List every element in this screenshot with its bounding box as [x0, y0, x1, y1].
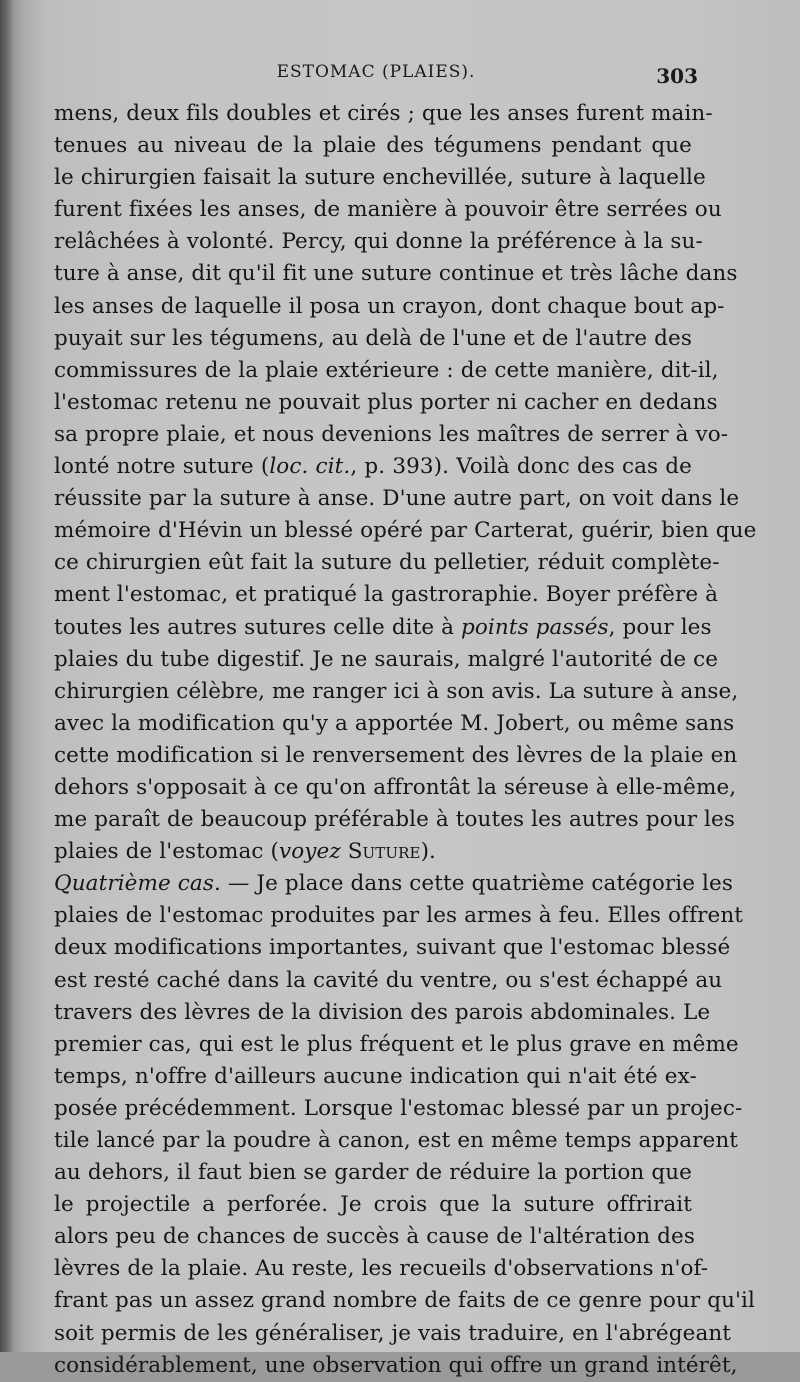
text-line: premier cas, qui est le plus fréquent et le plus grave en même — [54, 1031, 739, 1057]
text-line: deux modifications importantes, suivant que l'estomac blessé — [54, 935, 731, 961]
text-line: furent fixées les anses, de manière à pouvoir être serrées ou — [54, 197, 722, 223]
running-head — [56, 62, 696, 94]
text-line: sa propre plaie, et nous devenions les maîtres de serrer à vo- — [54, 421, 729, 447]
text-line: commissures de la plaie extérieure : de cette manière, dit-il, — [54, 357, 719, 383]
text-line: chirurgien célèbre, me ranger ici à son avis. La suture à anse, — [54, 678, 739, 704]
text-line: mens, deux fils doubles et cirés ; que les anses furent main- — [54, 101, 713, 126]
line-text: — Je place dans cette quatrième catégorie les — [220, 871, 733, 897]
text-line: mémoire d'Hévin un blessé opéré par Carterat, guérir, bien que — [54, 518, 757, 544]
cross-reference-italic: voyez — [278, 839, 341, 865]
binding-shadow — [0, 0, 14, 1352]
text-line: alors peu de chances de succès à cause de l'altération des — [54, 1224, 696, 1250]
text-line: posée précédemment. Lorsque l'estomac blessé par un projec- — [54, 1095, 743, 1121]
text-line: est resté caché dans la cavité du ventre, ou s'est échappé au — [54, 967, 723, 993]
italic-term: points passés — [461, 614, 609, 640]
text-line: les anses de laquelle il posa un crayon, dont chaque bout ap- — [54, 293, 725, 319]
text-line: ture à anse, dit qu'il fit une suture continue et très lâche dans — [54, 261, 738, 287]
line-text: , p. 393). Voilà donc des cas de — [350, 454, 692, 480]
text-line: temps, n'offre d'ailleurs aucune indication qui n'ait été ex- — [54, 1063, 697, 1089]
text-line: tile lancé par la poudre à canon, est en même temps apparent — [54, 1128, 739, 1153]
citation-italic: loc. cit. — [269, 454, 351, 480]
text-line-italic-term — [54, 612, 712, 644]
text-line: avec la modification qu'y a apportée M. Jobert, ou même sans — [54, 710, 735, 736]
text-line: le projectile a perforée. Je crois que la suture offrirait — [54, 1192, 692, 1218]
text-line: dehors s'opposait à ce qu'on affrontât la séreuse à elle-même, — [54, 774, 737, 800]
page-number: 303 — [656, 64, 698, 88]
text-line: travers des lèvres de la division des parois abdominales. Le — [54, 999, 711, 1025]
line-text: lonté notre suture ( — [54, 454, 270, 480]
text-line: considérablement, une observation qui offre un grand intérêt, — [54, 1352, 738, 1378]
running-title: ESTOMAC (PLAIES). — [276, 62, 476, 82]
text-line: plaies de l'estomac produites par les armes à feu. Elles offrent — [54, 903, 744, 929]
text-line: au dehors, il faut bien se garder de réduire la portion que — [54, 1160, 692, 1186]
cross-reference-smallcaps: Suture — [347, 839, 421, 865]
text-line: plaies du tube digestif. Je ne saurais, malgré l'autorité de ce — [54, 646, 719, 672]
line-text: ). — [420, 839, 436, 865]
text-line: me paraît de beaucoup préférable à toutes les autres pour les — [54, 807, 735, 833]
text-line: puyait sur les tégumens, au delà de l'une et de l'autre des — [54, 325, 692, 351]
text-line: ce chirurgien eût fait la suture du pelletier, réduit complète- — [54, 550, 720, 576]
section-heading: Quatrième cas. — [54, 871, 221, 897]
text-line: ment l'estomac, et pratiqué la gastroraphie. Boyer préfère à — [54, 582, 719, 608]
text-line-citation — [54, 451, 692, 483]
body-text — [54, 98, 757, 1382]
text-line: l'estomac retenu ne pouvait plus porter ni cacher en dedans — [54, 389, 718, 415]
text-line: frant pas un assez grand nombre de faits de ce genre pour qu'il — [54, 1288, 756, 1314]
text-line: le chirurgien faisait la suture enchevillée, suture à laquelle — [54, 165, 706, 191]
line-text: toutes les autres sutures celle dite à — [54, 614, 462, 640]
paragraph-end-line — [54, 836, 692, 868]
line-text: , pour les — [608, 614, 712, 640]
text-line: lèvres de la plaie. Au reste, les recueils d'observations n'of- — [54, 1256, 709, 1282]
text-line: cette modification si le renversement des lèvres de la plaie en — [54, 742, 738, 768]
text-line: relâchées à volonté. Percy, qui donne la préférence à la su- — [54, 229, 703, 255]
line-text: plaies de l'estomac ( — [54, 839, 279, 865]
text-line: soit permis de les généraliser, je vais traduire, en l'abrégeant — [54, 1320, 732, 1346]
text-line: réussite par la suture à anse. D'une autre part, on voit dans le — [54, 486, 740, 512]
section-heading-line — [54, 868, 733, 900]
text-line: tenues au niveau de la plaie des tégumens pendant que — [54, 133, 692, 159]
